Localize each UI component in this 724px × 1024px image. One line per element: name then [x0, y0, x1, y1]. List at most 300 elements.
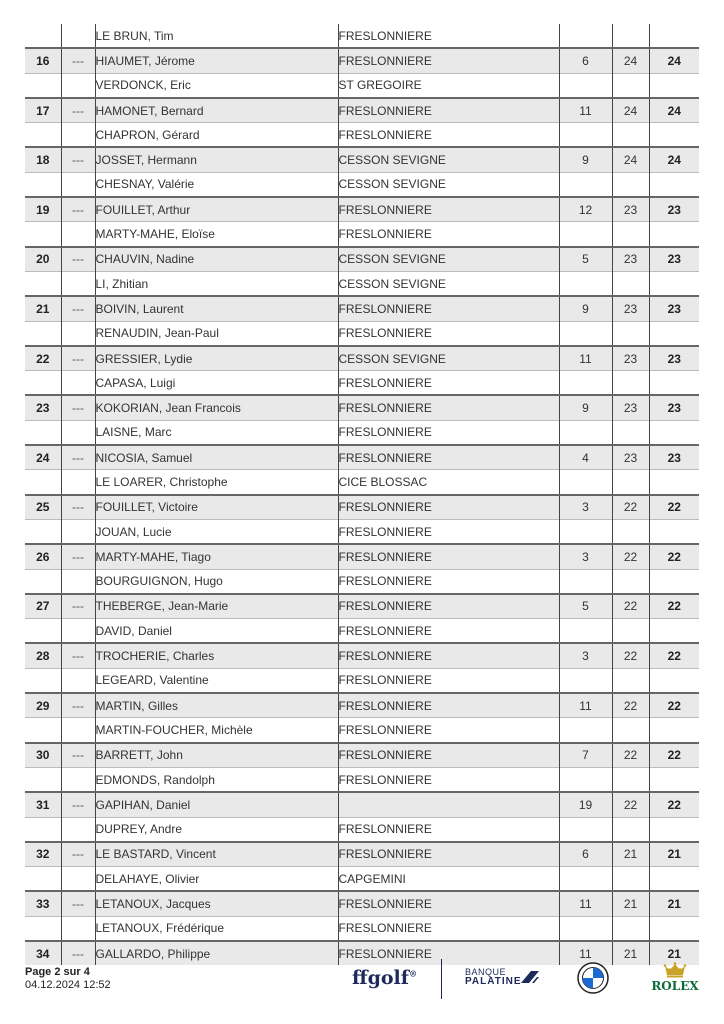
total-cell: 22 — [649, 643, 699, 668]
score-cell — [612, 619, 649, 644]
dash-cell: --- — [61, 197, 95, 222]
dash-cell — [61, 668, 95, 693]
table-row — [25, 891, 699, 916]
score-cell — [612, 420, 649, 445]
score-cell — [612, 718, 649, 743]
player-club: FRESLONNIERE — [338, 941, 559, 965]
table-row — [25, 197, 699, 222]
player-name: CHAUVIN, Nadine — [95, 247, 338, 272]
table-row — [25, 916, 699, 941]
index-cell: 3 — [559, 643, 612, 668]
total-cell — [649, 172, 699, 197]
player-name: FOUILLET, Victoire — [95, 495, 338, 520]
table-row — [25, 594, 699, 619]
table-row — [25, 668, 699, 693]
player-club: FRESLONNIERE — [338, 594, 559, 619]
position-cell: 21 — [25, 296, 61, 321]
position-cell — [25, 321, 61, 346]
index-cell — [559, 371, 612, 396]
total-cell — [649, 321, 699, 346]
player-club: FRESLONNIERE — [338, 296, 559, 321]
dash-cell: --- — [61, 147, 95, 172]
index-cell — [559, 767, 612, 792]
score-cell — [612, 271, 649, 296]
total-cell — [649, 668, 699, 693]
total-cell — [649, 916, 699, 941]
position-cell — [25, 271, 61, 296]
total-cell: 24 — [649, 48, 699, 73]
table-row — [25, 48, 699, 73]
table-row — [25, 470, 699, 495]
score-cell — [612, 916, 649, 941]
dash-cell: --- — [61, 98, 95, 123]
dash-cell — [61, 718, 95, 743]
player-name: BOIVIN, Laurent — [95, 296, 338, 321]
total-cell: 23 — [649, 197, 699, 222]
player-name: CHAPRON, Gérard — [95, 123, 338, 148]
position-cell: 25 — [25, 495, 61, 520]
score-cell: 22 — [612, 544, 649, 569]
dash-cell — [61, 817, 95, 842]
table-row — [25, 172, 699, 197]
index-cell: 6 — [559, 48, 612, 73]
bmw-logo-icon — [577, 962, 609, 994]
dash-cell: --- — [61, 693, 95, 718]
dash-cell: --- — [61, 792, 95, 817]
index-cell — [559, 470, 612, 495]
index-cell — [559, 569, 612, 594]
score-cell — [612, 123, 649, 148]
player-club: FRESLONNIERE — [338, 668, 559, 693]
table-row — [25, 842, 699, 867]
dash-cell: --- — [61, 296, 95, 321]
table-row — [25, 247, 699, 272]
table-row — [25, 792, 699, 817]
player-name: GRESSIER, Lydie — [95, 346, 338, 371]
total-cell — [649, 519, 699, 544]
score-cell: 23 — [612, 395, 649, 420]
table-row — [25, 420, 699, 445]
player-club: FRESLONNIERE — [338, 98, 559, 123]
player-club: FRESLONNIERE — [338, 718, 559, 743]
total-cell: 21 — [649, 842, 699, 867]
index-cell — [559, 668, 612, 693]
player-club: FRESLONNIERE — [338, 371, 559, 396]
player-club: CESSON SEVIGNE — [338, 172, 559, 197]
score-cell: 24 — [612, 147, 649, 172]
player-name: BARRETT, John — [95, 743, 338, 768]
player-club: CESSON SEVIGNE — [338, 147, 559, 172]
score-cell: 22 — [612, 594, 649, 619]
position-cell: 32 — [25, 842, 61, 867]
position-cell — [25, 668, 61, 693]
player-name: CHESNAY, Valérie — [95, 172, 338, 197]
ffgolf-logo-text: ffgolf — [352, 967, 409, 989]
table-row — [25, 718, 699, 743]
player-name: JOUAN, Lucie — [95, 519, 338, 544]
index-cell: 11 — [559, 941, 612, 965]
player-name: LEGEARD, Valentine — [95, 668, 338, 693]
total-cell — [649, 73, 699, 98]
dash-cell — [61, 619, 95, 644]
index-cell: 9 — [559, 296, 612, 321]
index-cell — [559, 420, 612, 445]
table-row — [25, 445, 699, 470]
player-name: MARTY-MAHE, Tiago — [95, 544, 338, 569]
table-row — [25, 346, 699, 371]
player-name: EDMONDS, Randolph — [95, 767, 338, 792]
position-cell: 30 — [25, 743, 61, 768]
player-name: LE BRUN, Tim — [95, 24, 338, 48]
score-cell — [612, 24, 649, 48]
total-cell — [649, 420, 699, 445]
table-row — [25, 495, 699, 520]
dash-cell: --- — [61, 48, 95, 73]
player-club: CESSON SEVIGNE — [338, 271, 559, 296]
bank-logo-line2: PALATINE — [465, 976, 522, 987]
index-cell: 3 — [559, 495, 612, 520]
results-table-body — [25, 24, 699, 965]
player-club — [338, 792, 559, 817]
score-cell — [612, 470, 649, 495]
dash-cell: --- — [61, 247, 95, 272]
score-cell: 22 — [612, 792, 649, 817]
player-name: LI, Zhitian — [95, 271, 338, 296]
position-cell — [25, 519, 61, 544]
table-row — [25, 371, 699, 396]
score-cell — [612, 569, 649, 594]
position-cell — [25, 569, 61, 594]
position-cell — [25, 222, 61, 247]
index-cell — [559, 123, 612, 148]
table-row — [25, 693, 699, 718]
position-cell — [25, 172, 61, 197]
dash-cell — [61, 470, 95, 495]
score-cell — [612, 519, 649, 544]
score-cell — [612, 867, 649, 892]
player-club: FRESLONNIERE — [338, 445, 559, 470]
player-name: RENAUDIN, Jean-Paul — [95, 321, 338, 346]
score-cell — [612, 767, 649, 792]
registered-mark-icon: ® — [408, 968, 417, 979]
player-club: CESSON SEVIGNE — [338, 346, 559, 371]
svg-text:BMW: BMW — [589, 963, 597, 968]
table-row — [25, 817, 699, 842]
total-cell: 23 — [649, 395, 699, 420]
position-cell — [25, 916, 61, 941]
player-name: HIAUMET, Jérome — [95, 48, 338, 73]
player-club: FRESLONNIERE — [338, 891, 559, 916]
score-cell — [612, 172, 649, 197]
table-row — [25, 867, 699, 892]
dash-cell: --- — [61, 941, 95, 965]
position-cell — [25, 867, 61, 892]
index-cell — [559, 222, 612, 247]
score-cell: 23 — [612, 197, 649, 222]
index-cell — [559, 271, 612, 296]
player-club: FRESLONNIERE — [338, 420, 559, 445]
dash-cell: --- — [61, 643, 95, 668]
table-row — [25, 544, 699, 569]
player-club: FRESLONNIERE — [338, 767, 559, 792]
player-club: FRESLONNIERE — [338, 321, 559, 346]
position-cell: 33 — [25, 891, 61, 916]
position-cell — [25, 470, 61, 495]
position-cell: 22 — [25, 346, 61, 371]
index-cell: 7 — [559, 743, 612, 768]
dash-cell — [61, 271, 95, 296]
index-cell: 19 — [559, 792, 612, 817]
score-cell: 22 — [612, 743, 649, 768]
position-cell: 28 — [25, 643, 61, 668]
player-club: FRESLONNIERE — [338, 197, 559, 222]
dash-cell: --- — [61, 395, 95, 420]
total-cell: 23 — [649, 296, 699, 321]
total-cell: 22 — [649, 743, 699, 768]
player-club: FRESLONNIERE — [338, 817, 559, 842]
player-club: FRESLONNIERE — [338, 693, 559, 718]
index-cell: 11 — [559, 346, 612, 371]
player-name: FOUILLET, Arthur — [95, 197, 338, 222]
player-name: MARTIN, Gilles — [95, 693, 338, 718]
dash-cell: --- — [61, 891, 95, 916]
table-row — [25, 296, 699, 321]
score-cell — [612, 817, 649, 842]
player-club: FRESLONNIERE — [338, 48, 559, 73]
player-name: THEBERGE, Jean-Marie — [95, 594, 338, 619]
page-footer — [0, 955, 724, 1024]
position-cell: 24 — [25, 445, 61, 470]
index-cell — [559, 73, 612, 98]
position-cell: 16 — [25, 48, 61, 73]
position-cell: 26 — [25, 544, 61, 569]
score-cell — [612, 222, 649, 247]
position-cell — [25, 817, 61, 842]
player-name: DUPREY, Andre — [95, 817, 338, 842]
total-cell: 22 — [649, 495, 699, 520]
player-name: KOKORIAN, Jean Francois — [95, 395, 338, 420]
score-cell: 21 — [612, 842, 649, 867]
dash-cell — [61, 867, 95, 892]
dash-cell — [61, 767, 95, 792]
dash-cell — [61, 519, 95, 544]
player-name: VERDONCK, Eric — [95, 73, 338, 98]
position-cell — [25, 123, 61, 148]
total-cell: 21 — [649, 941, 699, 965]
player-name: LE BASTARD, Vincent — [95, 842, 338, 867]
player-club: CICE BLOSSAC — [338, 470, 559, 495]
player-name: MARTY-MAHE, Eloïse — [95, 222, 338, 247]
bank-logo-line1: BANQUE — [465, 967, 507, 977]
dash-cell — [61, 222, 95, 247]
index-cell — [559, 619, 612, 644]
position-cell — [25, 619, 61, 644]
total-cell: 21 — [649, 891, 699, 916]
table-row — [25, 73, 699, 98]
table-row — [25, 395, 699, 420]
index-cell — [559, 24, 612, 48]
dash-cell — [61, 73, 95, 98]
table-row — [25, 222, 699, 247]
dash-cell — [61, 24, 95, 48]
index-cell: 11 — [559, 98, 612, 123]
total-cell — [649, 767, 699, 792]
total-cell — [649, 371, 699, 396]
dash-cell: --- — [61, 544, 95, 569]
dash-cell — [61, 123, 95, 148]
index-cell — [559, 916, 612, 941]
player-name: HAMONET, Bernard — [95, 98, 338, 123]
table-row — [25, 271, 699, 296]
player-club: FRESLONNIERE — [338, 395, 559, 420]
table-row — [25, 569, 699, 594]
position-cell: 20 — [25, 247, 61, 272]
position-cell: 29 — [25, 693, 61, 718]
position-cell: 27 — [25, 594, 61, 619]
score-cell: 23 — [612, 346, 649, 371]
index-cell: 11 — [559, 693, 612, 718]
dash-cell: --- — [61, 594, 95, 619]
position-cell: 18 — [25, 147, 61, 172]
position-cell — [25, 767, 61, 792]
position-cell: 34 — [25, 941, 61, 965]
position-cell — [25, 420, 61, 445]
total-cell — [649, 718, 699, 743]
index-cell: 6 — [559, 842, 612, 867]
table-row — [25, 147, 699, 172]
logo-divider — [441, 959, 442, 999]
index-cell: 3 — [559, 544, 612, 569]
table-row — [25, 321, 699, 346]
total-cell — [649, 817, 699, 842]
player-name: LETANOUX, Frédérique — [95, 916, 338, 941]
total-cell: 23 — [649, 247, 699, 272]
dash-cell — [61, 172, 95, 197]
dash-cell: --- — [61, 743, 95, 768]
total-cell: 23 — [649, 445, 699, 470]
index-cell: 12 — [559, 197, 612, 222]
player-club: FRESLONNIERE — [338, 619, 559, 644]
player-club: CAPGEMINI — [338, 867, 559, 892]
player-name: GALLARDO, Philippe — [95, 941, 338, 965]
dash-cell — [61, 916, 95, 941]
dash-cell: --- — [61, 346, 95, 371]
total-cell — [649, 619, 699, 644]
index-cell: 9 — [559, 147, 612, 172]
score-cell — [612, 371, 649, 396]
score-cell: 21 — [612, 941, 649, 965]
total-cell — [649, 24, 699, 48]
player-club: FRESLONNIERE — [338, 916, 559, 941]
page-number: Page 2 sur 4 — [25, 966, 90, 978]
dash-cell — [61, 569, 95, 594]
rolex-crown-logo — [650, 960, 700, 1000]
total-cell: 24 — [649, 98, 699, 123]
score-cell: 22 — [612, 693, 649, 718]
position-cell: 19 — [25, 197, 61, 222]
total-cell — [649, 470, 699, 495]
player-club: FRESLONNIERE — [338, 24, 559, 48]
index-cell — [559, 321, 612, 346]
dash-cell: --- — [61, 445, 95, 470]
player-name: LETANOUX, Jacques — [95, 891, 338, 916]
player-name: DAVID, Daniel — [95, 619, 338, 644]
table-row — [25, 98, 699, 123]
index-cell: 5 — [559, 247, 612, 272]
player-name: BOURGUIGNON, Hugo — [95, 569, 338, 594]
player-club: FRESLONNIERE — [338, 643, 559, 668]
position-cell — [25, 73, 61, 98]
player-name: LAISNE, Marc — [95, 420, 338, 445]
total-cell: 23 — [649, 346, 699, 371]
dash-cell: --- — [61, 842, 95, 867]
score-cell — [612, 73, 649, 98]
total-cell: 24 — [649, 147, 699, 172]
player-club: FRESLONNIERE — [338, 544, 559, 569]
player-name: LE LOARER, Christophe — [95, 470, 338, 495]
total-cell: 22 — [649, 792, 699, 817]
player-name: NICOSIA, Samuel — [95, 445, 338, 470]
player-name: TROCHERIE, Charles — [95, 643, 338, 668]
score-cell: 23 — [612, 296, 649, 321]
table-row — [25, 767, 699, 792]
score-cell — [612, 321, 649, 346]
banque-palatine-mark-icon — [519, 969, 541, 985]
index-cell — [559, 817, 612, 842]
dash-cell — [61, 371, 95, 396]
index-cell — [559, 867, 612, 892]
dash-cell: --- — [61, 495, 95, 520]
total-cell — [649, 222, 699, 247]
index-cell: 11 — [559, 891, 612, 916]
score-cell: 24 — [612, 98, 649, 123]
player-club: FRESLONNIERE — [338, 743, 559, 768]
player-club: FRESLONNIERE — [338, 495, 559, 520]
ffgolf-logo — [352, 967, 417, 989]
player-name: DELAHAYE, Olivier — [95, 867, 338, 892]
table-row — [25, 619, 699, 644]
index-cell: 4 — [559, 445, 612, 470]
player-name: JOSSET, Hermann — [95, 147, 338, 172]
table-row — [25, 643, 699, 668]
score-cell: 24 — [612, 48, 649, 73]
total-cell — [649, 271, 699, 296]
player-name: CAPASA, Luigi — [95, 371, 338, 396]
total-cell — [649, 123, 699, 148]
player-club: FRESLONNIERE — [338, 123, 559, 148]
position-cell: 31 — [25, 792, 61, 817]
dash-cell — [61, 420, 95, 445]
total-cell: 22 — [649, 544, 699, 569]
print-datetime: 04.12.2024 12:52 — [25, 979, 111, 991]
player-club: ST GREGOIRE — [338, 73, 559, 98]
score-cell — [612, 668, 649, 693]
player-club: CESSON SEVIGNE — [338, 247, 559, 272]
position-cell: 17 — [25, 98, 61, 123]
player-club: FRESLONNIERE — [338, 569, 559, 594]
results-table — [25, 24, 699, 965]
position-cell — [25, 24, 61, 48]
total-cell — [649, 867, 699, 892]
score-cell: 23 — [612, 445, 649, 470]
player-club: FRESLONNIERE — [338, 842, 559, 867]
position-cell: 23 — [25, 395, 61, 420]
player-club: FRESLONNIERE — [338, 222, 559, 247]
position-cell — [25, 718, 61, 743]
player-name: GAPIHAN, Daniel — [95, 792, 338, 817]
index-cell — [559, 718, 612, 743]
table-row — [25, 123, 699, 148]
